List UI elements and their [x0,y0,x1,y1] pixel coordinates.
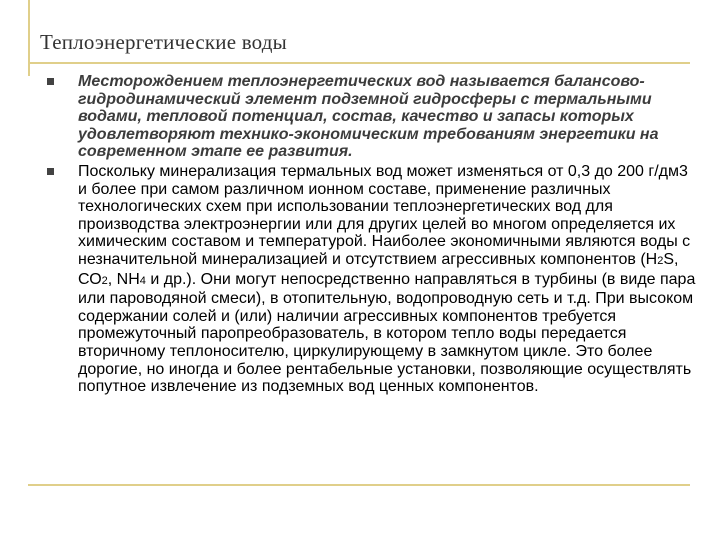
bullet-item [46,73,696,161]
slide-title: Теплоэнергетические воды [40,30,287,54]
bottom-rule [28,484,690,486]
bullet-item [46,163,696,396]
slide-body [46,73,696,396]
bullet-text: Месторождением теплоэнергетических вод называется балансово-гидродинамический элемент подземной гидросферы с термальными водами, тепловой потенциал, состав, качество и запасы которых удовлетворяют технико-экономическим требованиям энергетики на современном этапе ее развития. [78,73,659,161]
square-bullet-icon [47,168,54,175]
bullet-text: Поскольку минерализация термальных вод может изменяться от 0,3 до 200 г/дм3 и более при самом различном ионном составе, применение различных технологических схем при использовании теплоэнергетических вод для производства электроэнергии или для других целей во многом определяется их химическим составом и температурой. Наиболее экономичными являются воды с незначительной минерализацией и отсутствием агрессивных компонентов (Н2S, СО2, NН4 и др.). Они могут непосредственно направляться в турбины (в виде пара или пароводяной смеси), в отопительную, водопроводную сеть и т.д. При высоком содержании солей и (или) наличии агрессивных компонентов требуется промежуточный паропреобразователь, в котором тепло воды передается вторичному теплоносителю, циркулирующему в замкнутом цикле. Это более дорогие, но иногда и более рентабельные установки, позволяющие осуществлять попутное извлечение из подземных вод ценных компонентов. [78,162,696,396]
square-bullet-icon [47,78,54,85]
left-accent-line [28,0,30,76]
title-underline [28,62,690,64]
